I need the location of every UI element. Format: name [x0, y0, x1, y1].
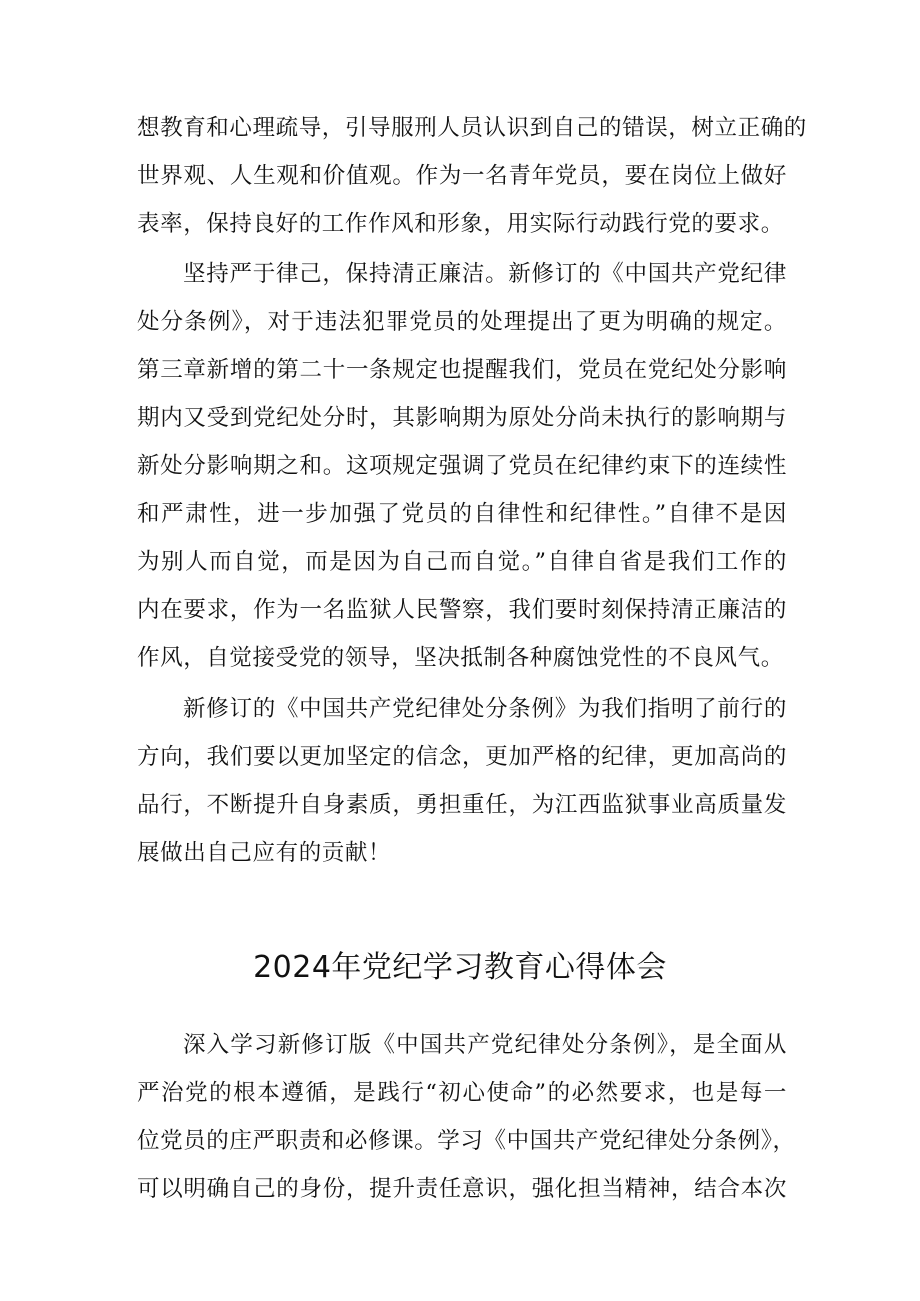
text-line: 作风，自觉接受党的领导，坚决抵制各种腐蚀党性的不良风气。	[137, 645, 784, 671]
text-line: 处分条例》，对于违法犯罪党员的处理提出了更为明确的规定。	[137, 309, 787, 335]
page-title: 2024年党纪学习教育心得体会	[253, 950, 667, 985]
paragraph-discipline	[137, 250, 787, 682]
paragraph-continued	[137, 104, 807, 248]
text-line: 想教育和心理疏导，引导服刑人员认识到自己的错误，树立正确的	[137, 115, 807, 141]
paragraph-intro	[137, 1021, 796, 1213]
text-line: 世界观、人生观和价值观。作为一名青年党员，要在岗位上做好	[137, 163, 787, 189]
paragraph-conclusion	[137, 685, 787, 877]
text-line: 严治党的根本遵循，是践行“初心使命”的必然要求，也是每一	[137, 1080, 787, 1106]
text-line: 可以明确自己的身份，提升责任意识，强化担当精神，结合本次	[137, 1176, 787, 1202]
text-line: 新修订的《中国共产党纪律处分条例》为我们指明了前行的	[183, 696, 787, 722]
text-line: 深入学习新修订版《中国共产党纪律处分条例》，是全面从	[183, 1032, 787, 1058]
text-line: 期内又受到党纪处分时，其影响期为原处分尚未执行的影响期与	[137, 405, 787, 431]
text-line: 和严肃性，进一步加强了党员的自律性和纪律性。”自律不是因	[137, 501, 787, 527]
text-line: 表率，保持良好的工作作风和形象，用实际行动践行党的要求。	[137, 211, 784, 237]
text-line: 展做出自己应有的贡献！	[137, 840, 392, 866]
text-line: 位党员的庄严职责和必修课。学习《中国共产党纪律处分条例》，	[137, 1128, 796, 1154]
text-line: 内在要求，作为一名监狱人民警察，我们要时刻保持清正廉洁的	[137, 597, 787, 623]
text-line: 品行，不断提升自身素质，勇担重任，为江西监狱事业高质量发	[137, 792, 787, 818]
text-line: 坚持严于律己，保持清正廉洁。新修订的《中国共产党纪律	[183, 261, 787, 287]
text-line: 方向，我们要以更加坚定的信念，更加严格的纪律，更加高尚的	[137, 744, 787, 770]
text-line: 第三章新增的第二十一条规定也提醒我们，党员在党纪处分影响	[137, 357, 787, 383]
text-line: 为别人而自觉，而是因为自己而自觉。”自律自省是我们工作的	[137, 549, 787, 575]
text-line: 新处分影响期之和。这项规定强调了党员在纪律约束下的连续性	[137, 453, 787, 479]
